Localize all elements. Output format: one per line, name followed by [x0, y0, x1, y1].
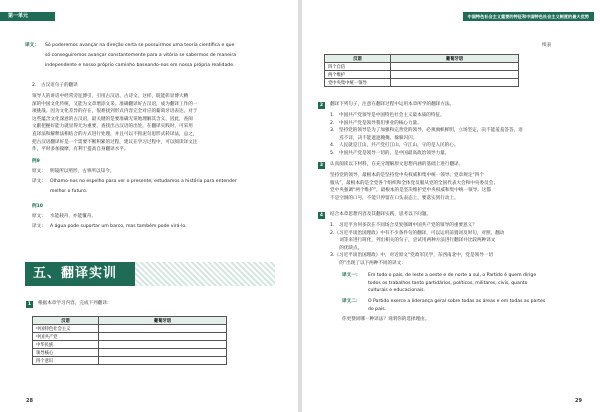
- exercise-number: 1: [27, 302, 32, 307]
- vocab-table-continued: [324, 54, 519, 87]
- table-header: 汉语: [325, 55, 391, 63]
- example-id: 例9: [32, 159, 40, 164]
- page-number: 28: [26, 398, 33, 404]
- exercise-instruction: 认真阅读以下材料，在充分理解原文思想内涵的基础上进行翻译。: [330, 162, 464, 167]
- exercise2-items: 1. 中国共产党领导是中国特色社会主义最本质的特征。 2. 中国共产党是领导我们事业的核心力量。 3. 坚持党的领导是为了加强和完善党的领导，必须旗帜鲜明，立场坚定，决不能羞羞答答、语 焉不详，决不能遮遮掩掩、躲躲闪闪。 4. 人民就是江山，共产党打江山、守江山，守的是人民的心。 5. 中国共产党是领导一切的，是中国最高政治领导力量。: [330, 113, 523, 156]
- section-title: 五、翻译实训: [25, 262, 135, 286]
- translation-option-label: 译文二：: [342, 299, 361, 304]
- translation-option-label: 译文一：: [342, 273, 361, 278]
- translation-option: Em todo o país, de leste a oeste e de norte a sul, o Partido é quem dirige todos os trabalhos tanto partidários, políticos, militares, civis, quanto culturais e educacionais.: [368, 273, 537, 294]
- example-translation: melhor o futuro.: [50, 189, 88, 194]
- table-row: 领导核心: [33, 349, 227, 357]
- table-header: 葡萄牙语: [391, 55, 519, 63]
- table-row: 中国特色社会主义: [33, 325, 227, 333]
- translation-line: só conseguiremos avançar constantemente para a vitória se sabermos de maneira: [45, 53, 237, 58]
- source-label: 原文：: [32, 169, 46, 174]
- vocab-table: [32, 316, 227, 365]
- trans-label: 译文：: [32, 179, 46, 184]
- closing-question: 你更赞同哪一种译法？说明你的选择理由。: [342, 317, 430, 322]
- unit-tag: 第一单元: [0, 12, 55, 21]
- exercise-number: 3: [319, 163, 324, 168]
- source-label: 原文：: [32, 214, 46, 219]
- table-row: 四个自信: [325, 63, 519, 71]
- right-page: [302, 0, 600, 412]
- example-id: 例10: [32, 204, 43, 209]
- translation-line: Só poderemos avançar na direção certa se possuirmos uma teoria científica e que: [45, 43, 235, 48]
- example-source: 水能载舟，亦能覆舟。: [50, 214, 96, 219]
- translation-label: 译文：: [25, 43, 39, 48]
- table-row: 党中央集中统一领导: [325, 79, 519, 87]
- continued-label: 续表: [542, 43, 552, 48]
- exercise-number: 4: [319, 213, 324, 218]
- example-source: 明镜所以照形，古事所以知今。: [50, 169, 115, 174]
- example-translation: A água pode suportar um barco, mas também pode virá-lo.: [50, 224, 187, 229]
- exercise3-paragraph: 坚持党的领导，最根本的是坚持党中央权威和集中统一领导。党章规定“四个 服从”，最根本的是全党各个组织和全体党员服从党的全国代表大会和中央委员会； 党中央强调“两个维护”，最根本的是坚决维护党中央权威和集中统一领导。这都 不是空洞的口号，不能只停留在口头表态上，要落实到行动上。: [330, 173, 498, 201]
- table-header: 汉语: [33, 317, 99, 325]
- trans-label: 译文：: [32, 224, 46, 229]
- section-stripe: [135, 262, 275, 286]
- table-row: 中华民族: [33, 341, 227, 349]
- translation-line: independente e nosso próprio caminho baseando-nos em nossa própria realidade.: [45, 63, 235, 68]
- table-row: 中国共产党: [33, 333, 227, 341]
- translation-option: O Partido exerce a liderança geral sobre todas as áreas e em todas as partes do país.: [368, 299, 546, 312]
- item2-title: 2. 古汉语句子的翻译: [32, 83, 78, 88]
- exercise-instruction: 翻译下列句子，注意在翻译过程中运用本章所学的翻译方法。: [330, 102, 455, 107]
- chapter-header: 中国特色社会主义重要的特征和中国特色社会主义制度的最大优势: [463, 12, 594, 21]
- left-page: [0, 0, 298, 412]
- exercise4-items: 1. 习近平为何多次在不同场合反复强调中国共产党的领导的重要意义？ 2.《习近平谈治国理政》中有不少条件句的翻译，可以运用前置词及时句，对照、翻动 词等来进行简化，列出相关的句子，尝试用两种方法进行翻译并比较两种译文 的优缺点。 3.《习近平谈治国理政》中，对近原文“党政军民学，东西南北中，党是领导一切 的”出现了以下两种不同的译文：: [330, 223, 505, 266]
- table-header: 葡萄牙语: [99, 317, 227, 325]
- example-translation: Olhamo-nos no espelho para ver o presente; estudamos a história para entender: [50, 179, 237, 184]
- exercise-instruction: 根据本章学习内容，完成下列翻译：: [38, 301, 112, 306]
- exercise-instruction: 结合本章思想内容及其翻译实践，思考以下问题。: [330, 212, 432, 217]
- page-number: 29: [575, 398, 582, 404]
- item2-paragraph: 领导人的讲话中经常旁征博引，引用古汉语、古诗文、这样，既能彰显博大精 深的中国文化传统，又能为文章增添文采。准确翻译好古汉语，成为翻译工作的一 项挑战。因为文化差异的存在，很难找到形式内容完全对应的葡萄牙语表达，对于 这些蕴含文化深意的古汉语，最关键的是要准确无误地理解其含义，因此，查阅 文献把握好能力就显得尤为重要，查找出古汉语的出处，在翻译实践时，可采用 直译法和解释法相结合的方式进行处理，并且可以不拘泥句思形式转译法，总之， 把古汉语翻译好是一个需要不断积累的过程，建议在学习过程中，可以阅读译文注 作，平时多加揣摩，有利于提高自身翻译水平。: [32, 94, 198, 153]
- table-row: 两个维护: [325, 71, 519, 79]
- exercise-number: 2: [319, 103, 324, 108]
- table-row: 四个意识: [33, 357, 227, 365]
